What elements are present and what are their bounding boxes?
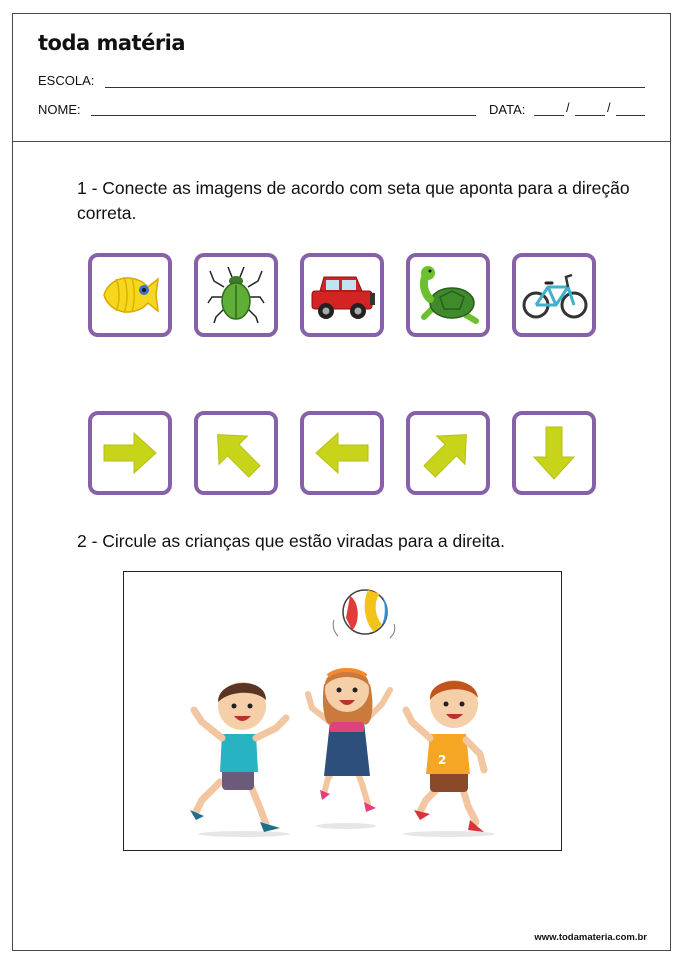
image-card-fish[interactable] <box>88 253 172 337</box>
data-label: DATA: <box>489 102 526 117</box>
image-card-turtle[interactable] <box>406 253 490 337</box>
arrow-left-icon <box>304 415 380 491</box>
arrow-card-left[interactable] <box>300 411 384 495</box>
arrow-down-icon <box>516 415 592 491</box>
image-card-beetle[interactable] <box>194 253 278 337</box>
arrow-up-right-icon <box>410 415 486 491</box>
footer-url[interactable]: www.todamateria.com.br <box>534 932 647 943</box>
bicycle-icon <box>516 257 592 333</box>
fish-icon <box>92 257 168 333</box>
header-divider <box>12 141 671 142</box>
date-separator: / <box>566 100 570 115</box>
turtle-icon <box>410 257 486 333</box>
date-month-field[interactable] <box>575 115 605 116</box>
nome-label: NOME: <box>38 102 81 117</box>
child-middle[interactable] <box>308 668 390 812</box>
image-card-bicycle[interactable] <box>512 253 596 337</box>
date-year-field[interactable] <box>616 115 645 116</box>
date-separator: / <box>607 100 611 115</box>
arrow-card-down[interactable] <box>512 411 596 495</box>
question-2-text: 2 - Circule as crianças que estão viradas para a direita. <box>77 531 505 551</box>
arrow-card-right[interactable] <box>88 411 172 495</box>
question-1-text: 1 - Conecte as imagens de acordo com seta que aponta para a direção correta. <box>77 178 630 223</box>
date-day-field[interactable] <box>534 115 564 116</box>
arrow-right-icon <box>92 415 168 491</box>
svg-text:2: 2 <box>438 753 447 767</box>
image-card-car[interactable] <box>300 253 384 337</box>
ball-icon <box>333 590 395 638</box>
child-left[interactable] <box>190 682 286 832</box>
child-right[interactable] <box>406 680 484 832</box>
arrow-up-left-icon <box>198 415 274 491</box>
children-illustration <box>123 571 562 851</box>
beetle-icon <box>198 257 274 333</box>
logo: toda matéria <box>38 31 186 55</box>
escola-field[interactable] <box>105 87 645 88</box>
car-icon <box>304 257 380 333</box>
nome-field[interactable] <box>91 115 476 116</box>
escola-label: ESCOLA: <box>38 73 95 88</box>
arrow-card-up-left[interactable] <box>194 411 278 495</box>
arrow-card-up-right[interactable] <box>406 411 490 495</box>
